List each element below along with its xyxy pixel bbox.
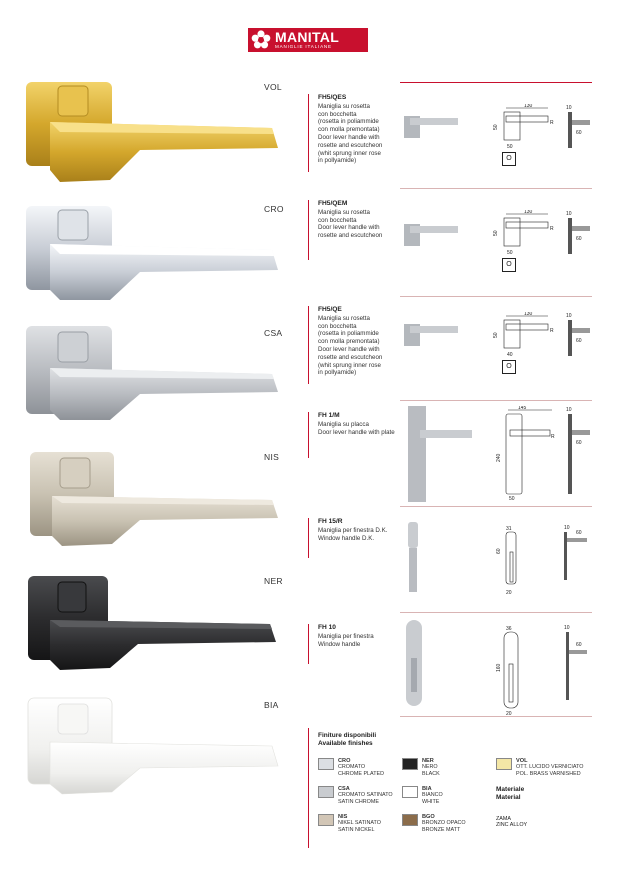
dimension-label: 50: [493, 332, 499, 338]
desc-line: Door lever handle with: [318, 224, 380, 232]
product-accent-bar: [308, 728, 309, 848]
handle-photo-ner: [20, 572, 290, 682]
product-thumbnail: [400, 520, 440, 596]
technical-drawing-front: [494, 524, 534, 596]
product-thumbnail: [400, 312, 460, 352]
dimension-label: R: [551, 434, 555, 440]
technical-drawing-side: [558, 624, 598, 704]
finish-item-bia: BIA BIANCO WHITE: [402, 786, 443, 805]
product-accent-bar: [308, 412, 309, 458]
finishes-title: [318, 732, 376, 748]
desc-line: con molla premontata): [318, 126, 380, 134]
dimension-label: 31: [506, 526, 512, 532]
dimension-label: 10: [566, 313, 572, 319]
row-divider: [400, 506, 592, 507]
finish-code-csa: CSA: [264, 328, 283, 338]
technical-drawing-side: [556, 524, 596, 584]
dimension-label: 10: [566, 105, 572, 111]
desc-line: Maniglia su rosetta: [318, 314, 370, 322]
product-accent-bar: [308, 518, 309, 558]
handle-photo-csa: [20, 318, 290, 428]
row-divider: [400, 82, 592, 83]
brand-tagline: MANIGLIE ITALIANE: [275, 44, 332, 50]
dimension-label: 50: [493, 124, 499, 130]
row-divider: [400, 188, 592, 189]
dimension-label: 145: [518, 406, 527, 411]
dimension-label: R: [550, 120, 554, 126]
dimension-label: 240: [496, 453, 502, 462]
finishes-title-en: Available finishes: [318, 740, 373, 747]
desc-line: con bocchetta: [318, 110, 357, 118]
brand-name: MANITAL: [275, 29, 340, 46]
desc-line: Maniglia per finestra D.K.: [318, 526, 388, 534]
desc-line: Door lever handle with: [318, 345, 380, 353]
finish-swatch: [402, 758, 418, 770]
technical-drawing-front: [490, 210, 554, 258]
desc-line: Door lever handle with: [318, 133, 380, 141]
key-hole-label: O: [502, 258, 516, 272]
dimension-label: 60: [576, 236, 582, 242]
dimension-label: 10: [566, 407, 572, 413]
technical-drawing-side: [562, 104, 602, 152]
dimension-label: R: [550, 226, 554, 232]
finish-item-csa: CSA CROMATO SATINATO SATIN CHROME: [318, 786, 393, 805]
product-code: FH5/QEM: [318, 200, 348, 207]
product-thumbnail: [400, 104, 460, 144]
desc-line: Window handle: [318, 640, 361, 648]
desc-line: con molla premontata): [318, 338, 380, 346]
finish-code-ner: NER: [264, 576, 283, 586]
dimension-label: 36: [506, 626, 512, 632]
technical-drawing-side: [562, 406, 602, 496]
product-description: [318, 518, 408, 542]
product-code: FH 15/R: [318, 518, 343, 525]
product-description: [318, 200, 408, 240]
row-divider: [400, 612, 592, 613]
dimension-label: 50: [493, 230, 499, 236]
technical-drawing-side: [562, 312, 602, 360]
material-title-it: Materiale: [496, 786, 525, 793]
desc-line: Maniglia su rosetta: [318, 102, 370, 110]
product-code: FH5/QES: [318, 94, 347, 101]
desc-line: Maniglia per finestra: [318, 632, 374, 640]
product-code: FH 1/M: [318, 412, 340, 419]
desc-line: con bocchetta: [318, 216, 357, 224]
product-description: [318, 624, 408, 648]
finish-item-cro: CRO CROMATO CHROME PLATED: [318, 758, 384, 777]
dimension-label: 60: [576, 338, 582, 344]
finish-item-ner: NER NERO BLACK: [402, 758, 440, 777]
product-accent-bar: [308, 306, 309, 384]
key-hole-label: O: [502, 152, 516, 166]
finish-item-bgo: BGO BRONZO OPACO BRONZE MATT: [402, 814, 466, 833]
finish-swatch: [318, 814, 334, 826]
dimension-label: 130: [524, 210, 533, 215]
finish-item-vol: VOL OTT. LUCIDO VERNICIATO POL. BRASS VARNISHED: [496, 758, 584, 777]
finish-swatch: [318, 758, 334, 770]
row-divider: [400, 716, 592, 717]
handle-photo-nis: [20, 448, 290, 558]
technical-drawing-front: [494, 624, 534, 716]
finish-code-vol: VOL: [264, 82, 282, 92]
finish-swatch: [318, 786, 334, 798]
dimension-label: 60: [576, 130, 582, 136]
desc-line: rosette and escutcheon: [318, 232, 383, 240]
finish-swatch: [402, 786, 418, 798]
product-thumbnail: [400, 404, 480, 504]
desc-line: (whit sprung inner rose: [318, 149, 381, 157]
handle-photo-cro: [20, 200, 290, 310]
product-description: [318, 412, 408, 436]
desc-line: (rosetta in poliammide: [318, 330, 379, 338]
material-title-en: Material: [496, 794, 521, 801]
handle-photo-bia: [20, 694, 290, 804]
dimension-label: 40: [507, 352, 513, 358]
product-description: [318, 94, 408, 165]
technical-drawing-front: [490, 104, 554, 152]
dimension-label: 60: [576, 440, 582, 446]
dimension-label: 10: [566, 211, 572, 217]
dimension-label: 60: [496, 548, 502, 554]
desc-line: Maniglia su placca: [318, 420, 369, 428]
dimension-label: 160: [496, 663, 502, 672]
product-code: FH5/QE: [318, 306, 342, 313]
dimension-label: 60: [576, 642, 582, 648]
dimension-label: 50: [507, 250, 513, 256]
desc-line: Maniglia su rosetta: [318, 208, 370, 216]
desc-line: in pollyamide): [318, 157, 357, 165]
desc-line: con bocchetta: [318, 322, 357, 330]
brand-logo: [248, 28, 368, 52]
handle-photo-vol: [20, 80, 290, 190]
flower-logo-icon: [250, 29, 272, 51]
material-title: [496, 786, 524, 802]
technical-drawing-front: [494, 406, 558, 502]
key-hole-label: O: [502, 360, 516, 374]
product-thumbnail: [400, 212, 460, 252]
material-value-it: ZAMA: [496, 816, 511, 822]
material-value: [496, 816, 527, 829]
desc-line: rosette and escutcheon: [318, 353, 383, 361]
desc-line: (rosetta in poliammide: [318, 118, 379, 126]
dimension-label: 130: [524, 104, 533, 109]
desc-line: Door lever handle with plate: [318, 428, 395, 436]
technical-drawing-side: [562, 210, 602, 258]
finish-code-nis: NIS: [264, 452, 280, 462]
dimension-label: 50: [507, 144, 513, 150]
technical-drawing-front: [490, 312, 554, 360]
finish-swatch: [496, 758, 512, 770]
dimension-label: R: [550, 328, 554, 334]
finish-swatch: [402, 814, 418, 826]
product-accent-bar: [308, 624, 309, 664]
product-description: [318, 306, 408, 377]
dimension-label: 10: [564, 525, 570, 531]
finish-item-nis: NIS NIKEL SATINATO SATIN NICKEL: [318, 814, 381, 833]
product-accent-bar: [308, 94, 309, 172]
product-accent-bar: [308, 200, 309, 260]
desc-line: Window handle D.K.: [318, 534, 375, 542]
desc-line: rosette and escutcheon: [318, 141, 383, 149]
product-thumbnail: [400, 618, 440, 710]
dimension-label: 130: [524, 312, 533, 317]
dimension-label: 10: [564, 625, 570, 631]
finish-code-cro: CRO: [264, 204, 284, 214]
product-code: FH 10: [318, 624, 336, 631]
finish-code-bia: BIA: [264, 700, 279, 710]
desc-line: (whit sprung inner rose: [318, 361, 381, 369]
row-divider: [400, 296, 592, 297]
material-value-en: ZINC ALLOY: [496, 822, 528, 829]
finishes-title-it: Finiture disponibili: [318, 732, 377, 739]
dimension-label: 20: [506, 711, 512, 716]
row-divider: [400, 400, 592, 401]
dimension-label: 20: [506, 590, 512, 596]
desc-line: in pollyamide): [318, 369, 357, 377]
dimension-label: 50: [509, 496, 515, 502]
dimension-label: 60: [576, 530, 582, 536]
